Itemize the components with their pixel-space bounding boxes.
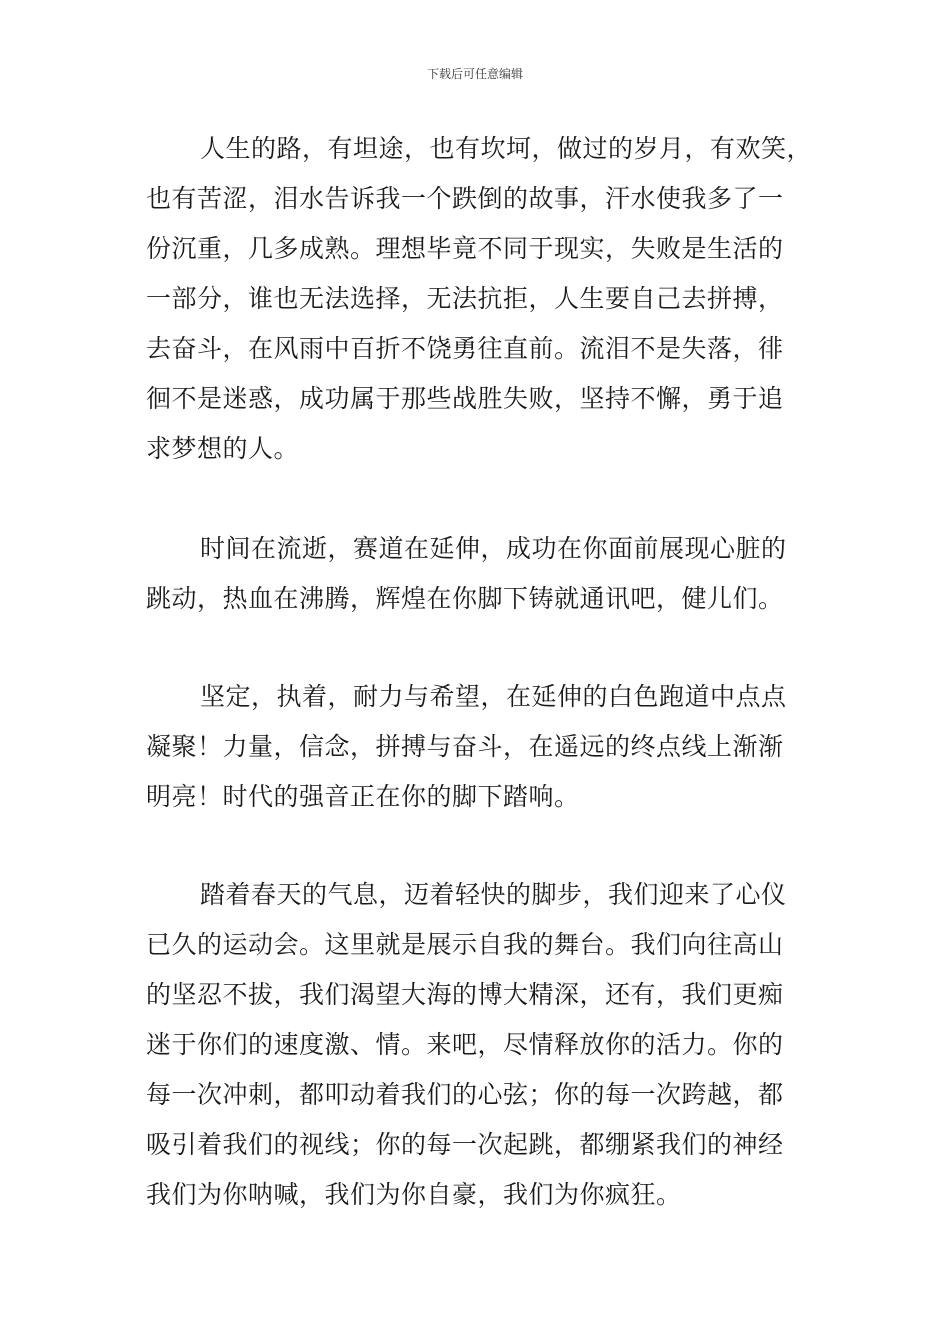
paragraph-time-flowing	[146, 524, 787, 624]
paragraph-line: 求梦想的人。	[146, 434, 300, 463]
paragraph-line: 迷于你们的速度激、情。来吧，尽情释放你的活力。你的	[146, 1030, 784, 1059]
page-header: 下载后可任意编辑	[426, 67, 523, 81]
paragraph-line: 明亮！时代的强音正在你的脚下踏响。	[146, 782, 580, 811]
paragraph-line: 一部分，谁也无法选择，无法抗拒，人生要自己去拼搏，	[146, 284, 784, 313]
paragraph-line: 踏着春天的气息，迈着轻快的脚步，我们迎来了心仪	[200, 880, 787, 909]
paragraph-life-road	[146, 124, 812, 474]
paragraph-line: 去奋斗，在风雨中百折不饶勇往直前。流泪不是失落，徘	[146, 334, 784, 363]
paragraph-line: 徊不是迷惑，成功属于那些战胜失败，坚持不懈，勇于追	[146, 384, 784, 413]
paragraph-line: 人生的路，有坦途，也有坎坷，做过的岁月，有欢笑，	[200, 134, 813, 163]
paragraph-line: 已久的运动会。这里就是展示自我的舞台。我们向往高山	[146, 930, 784, 959]
paragraph-line: 也有苦涩，泪水告诉我一个跌倒的故事，汗水使我多了一	[146, 184, 784, 213]
paragraph-line: 份沉重，几多成熟。理想毕竟不同于现实，失败是生活的	[146, 234, 784, 263]
paragraph-line: 跳动，热血在沸腾，辉煌在你脚下铸就通讯吧，健儿们。	[146, 584, 784, 613]
paragraph-line: 每一次冲刺，都叩动着我们的心弦；你的每一次跨越，都	[146, 1080, 784, 1109]
paragraph-steadfast	[146, 672, 787, 822]
paragraph-sports-meet	[146, 870, 787, 1220]
paragraph-line: 吸引着我们的视线；你的每一次起跳，都绷紧我们的神经	[146, 1130, 784, 1159]
paragraph-line: 我们为你呐喊，我们为你自豪，我们为你疯狂。	[146, 1180, 682, 1209]
paragraph-line: 时间在流逝，赛道在延伸，成功在你面前展现心脏的	[200, 534, 787, 563]
paragraph-line: 凝聚！力量，信念，拼搏与奋斗，在遥远的终点线上渐渐	[146, 732, 784, 761]
paragraph-line: 的坚忍不拔，我们渴望大海的博大精深，还有，我们更痴	[146, 980, 784, 1009]
paragraph-line: 坚定，执着，耐力与希望，在延伸的白色跑道中点点	[200, 682, 787, 711]
